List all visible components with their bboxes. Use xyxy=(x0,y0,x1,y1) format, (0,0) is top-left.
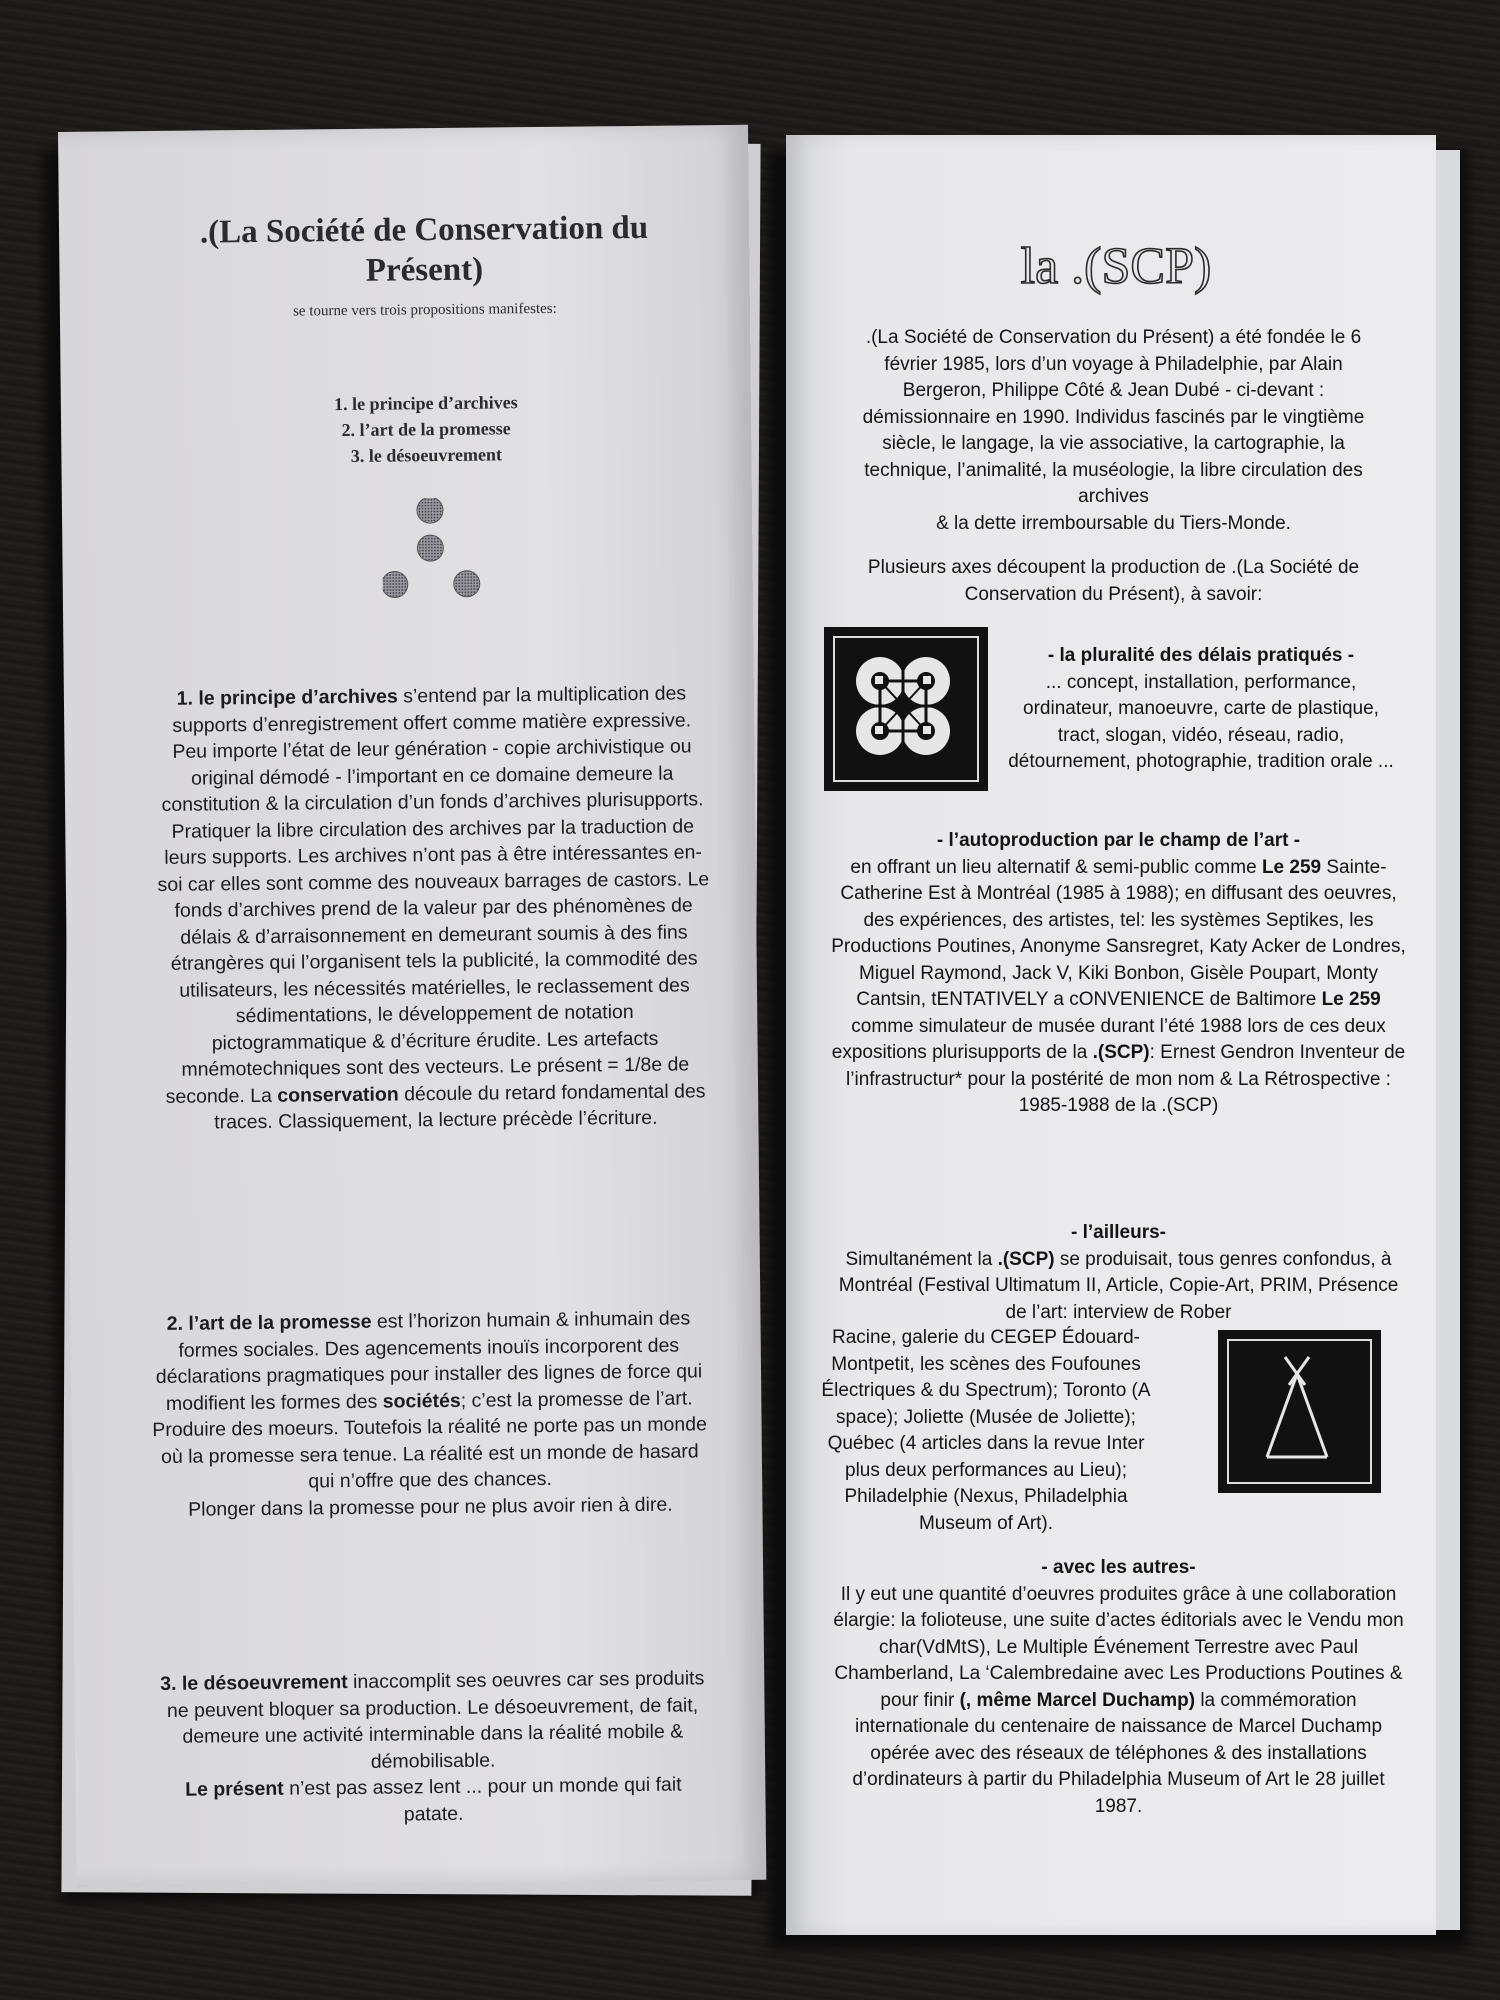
item-emphasis: Le 259 xyxy=(1261,856,1322,878)
teepee-icon xyxy=(1227,1339,1367,1479)
item-emphasis: (, même Marcel Duchamp) xyxy=(959,1689,1196,1711)
left-page-title: .(La Société de Conservation du Présent) xyxy=(199,209,649,289)
item-text-segment: Il y eut une quantité d’oeuvres produites grâce à une collaboration élargie: la folioteuse, une suite d’actes éditorials avec le Vendu mon char(VdMtS), Le Multiple Événement Terrestre avec Paul Chamberland, La ‘Calembredaine avec Les Productions Poutines & pour finir xyxy=(833,1583,1404,1711)
item-text-segment: Simultanément la xyxy=(845,1248,998,1270)
list-item: 2. l’art de la promesse xyxy=(341,418,511,441)
three-dots-icon xyxy=(382,497,503,618)
intro-paragraph xyxy=(841,325,1386,537)
paragraph-lead: 1. le principe d’archives xyxy=(176,685,398,710)
item-ailleurs-continued: Racine, galerie du CEGEP Édouard-Montpetit, les scènes des Foufounes Électriques & du Spectrum); Toronto (A space); Joliette (Musée de Joliette); Québec (4 articles dans la revue Inter plus deux performances au Lieu); Philadelphie (Nexus, Philadelphia Museum of Art). xyxy=(821,1327,1151,1534)
item-text-segment: se produisait, tous genres confondus, à Montréal (Festival Ultimatum II, Article, Copie-Art, PRIM, Présence de l’art: interview de Rober xyxy=(838,1248,1399,1323)
item-heading: - l’autoproduction par le champ de l’art - xyxy=(936,830,1301,851)
item-text-segment: : Ernest Gendron Inventeur de l’infrastructur* pour la postérité de mon nom & La Rétrospective : 1985-1988 de la .(SCP) xyxy=(846,1042,1406,1116)
item-text-segment: la commémoration internationale du centenaire de naissance de Marcel Duchamp opérée avec des réseaux de téléphones & des installations d’ordinateurs à partir du Philadelphia Museum of Art le 28 juillet 1987. xyxy=(852,1689,1385,1817)
paragraph-text: découle du retard fondamental des traces. Classiquement, la lecture précède l’écriture. xyxy=(214,1079,706,1134)
proposition-list xyxy=(261,388,592,469)
paragraph-desoeuvrement xyxy=(152,1665,714,1830)
item-text: ... concept, installation, performance, ordinateur, manoeuvre, carte de plastique, tract, slogan, vidéo, réseau, radio, détournement, photographie, tradition orale ... xyxy=(1008,671,1394,772)
intro-last-line: & la dette irremboursable du Tiers-Monde. xyxy=(936,512,1291,534)
paragraph-emphasis: sociétés xyxy=(382,1389,461,1413)
teepee-icon xyxy=(1218,1330,1381,1493)
paragraph-text: n’est pas assez lent ... pour un monde qui fait patate. xyxy=(283,1773,682,1825)
paragraph-text: ; c’est la promesse de l’art. Produire des moeurs. Toutefois la réalité ne porte pas un monde où la promesse sera tenue. La réalité est un monde de hasard qui n’offre que des chances. xyxy=(152,1386,707,1493)
paragraph-emphasis: Le présent xyxy=(185,1777,284,1801)
item-text-segment: en offrant un lieu alternatif & semi-public comme xyxy=(850,856,1262,878)
item-avec-les-autres xyxy=(831,1555,1406,1820)
paragraph-text: inaccomplit ses oeuvres car ses produits ne peuvent bloquer sa production. Le désoeuvrement, de fait, demeure une activité interminable dans la réalité mobile & démobilisable. xyxy=(166,1667,705,1773)
right-page xyxy=(786,135,1436,1935)
item-ailleurs xyxy=(831,1220,1406,1326)
paragraph-archives xyxy=(154,680,714,1136)
item-text xyxy=(831,1582,1406,1821)
item-emphasis: .(SCP) xyxy=(1092,1042,1150,1063)
item-heading: - l’ailleurs- xyxy=(1070,1222,1167,1243)
paragraph-lead: 2. l’art de la promesse xyxy=(166,1310,372,1335)
left-page-subtitle: se tourne vers trois propositions manifestes: xyxy=(292,300,557,320)
paragraph-last-line: Plonger dans la promesse pour ne plus avoir rien à dire. xyxy=(188,1493,673,1521)
item-emphasis: Le 259 xyxy=(1321,989,1381,1010)
paragraph-emphasis: conservation xyxy=(277,1082,399,1107)
paragraph-text: s’entend par la multiplication des supports d’enregistrement offert comme matière expressive. Peu importe l’état de leur génération - copie archivistique ou original démodé - l’important en ce domaine demeure la constitution & la circulation d’un fonds d’archives plurisupports. Pratiquer la libre circulation des archives par la traduction de leurs supports. Les archives n’ont pas à être intéressantes en-soi car elles sont comme des nouveaux barrages de castors. Le fonds d’archives prend de la valeur par des phénomènes de délais & d’arraisonnement en demeurant soumis à des fins étrangères qui l’organisent tels la publicité, la commodité des utilisateurs, les nécessités matérielles, le reclassement des sédimentations, le développement de notation pictogrammatique & d’écriture érudite. Les artefacts mnémotechniques sont des vecteurs. Le présent = 1/8e de seconde. La xyxy=(157,682,710,1108)
item-text-segment: comme simulateur de musée durant l’été 1988 lors de ces deux expositions plurisupports de la xyxy=(831,1015,1386,1063)
quatrefoil-diagram-icon xyxy=(833,636,973,776)
item-pluralite xyxy=(1001,643,1401,776)
paragraph-lead: 3. le désoeuvrement xyxy=(160,1671,348,1696)
item-heading: - la pluralité des délais pratiqués - xyxy=(1047,645,1355,666)
left-page xyxy=(58,125,766,1887)
quatrefoil-diagram-icon xyxy=(824,627,988,791)
paragraph-text: est l’horizon humain & inhumain des formes sociales. Des agencements inouïs incorporent des déclarations pragmatiques pour installer des lignes de force qui modifient les formes des xyxy=(155,1307,703,1415)
list-item: 1. le principe d’archives xyxy=(333,392,518,415)
item-autoproduction xyxy=(831,828,1406,1120)
item-text xyxy=(831,1247,1406,1327)
item-heading: - avec les autres- xyxy=(1041,1557,1196,1578)
list-item: 3. le désoeuvrement xyxy=(350,444,503,466)
item-text xyxy=(831,855,1406,1120)
item-text-segment: Sainte-Catherine Est à Montréal (1985 à 1988); en diffusant des oeuvres, des expériences, des artistes, tel: les systèmes Septikes, les Productions Poutines, Anonyme Sansregret, Katy Acker de Londres, Miguel Raymond, Jack V, Kiki Bonbon, Gisèle Poupart, Monty Cantsin, tENTATIVELY a cONVENIENCE de Baltimore xyxy=(831,856,1406,1010)
item-emphasis: .(SCP) xyxy=(997,1248,1055,1270)
axes-paragraph: Plusieurs axes découpent la production de .(La Société de Conservation du Présent), à savoir: xyxy=(867,557,1360,605)
intro-text: .(La Société de Conservation du Présent) a été fondée le 6 février 1985, lors d’un voyage à Philadelphie, par Alain Bergeron, Philippe Côté & Jean Dubé - ci-devant : démissionnaire en 1990. Individus fascinés par le vingtième siècle, le langage, la vie associative, la cartographie, la technique, l’animalité, la muséologie, la libre circulation des archives xyxy=(862,327,1365,507)
paragraph-promesse xyxy=(148,1305,710,1523)
right-page-title: la .(SCP) xyxy=(1020,238,1212,295)
